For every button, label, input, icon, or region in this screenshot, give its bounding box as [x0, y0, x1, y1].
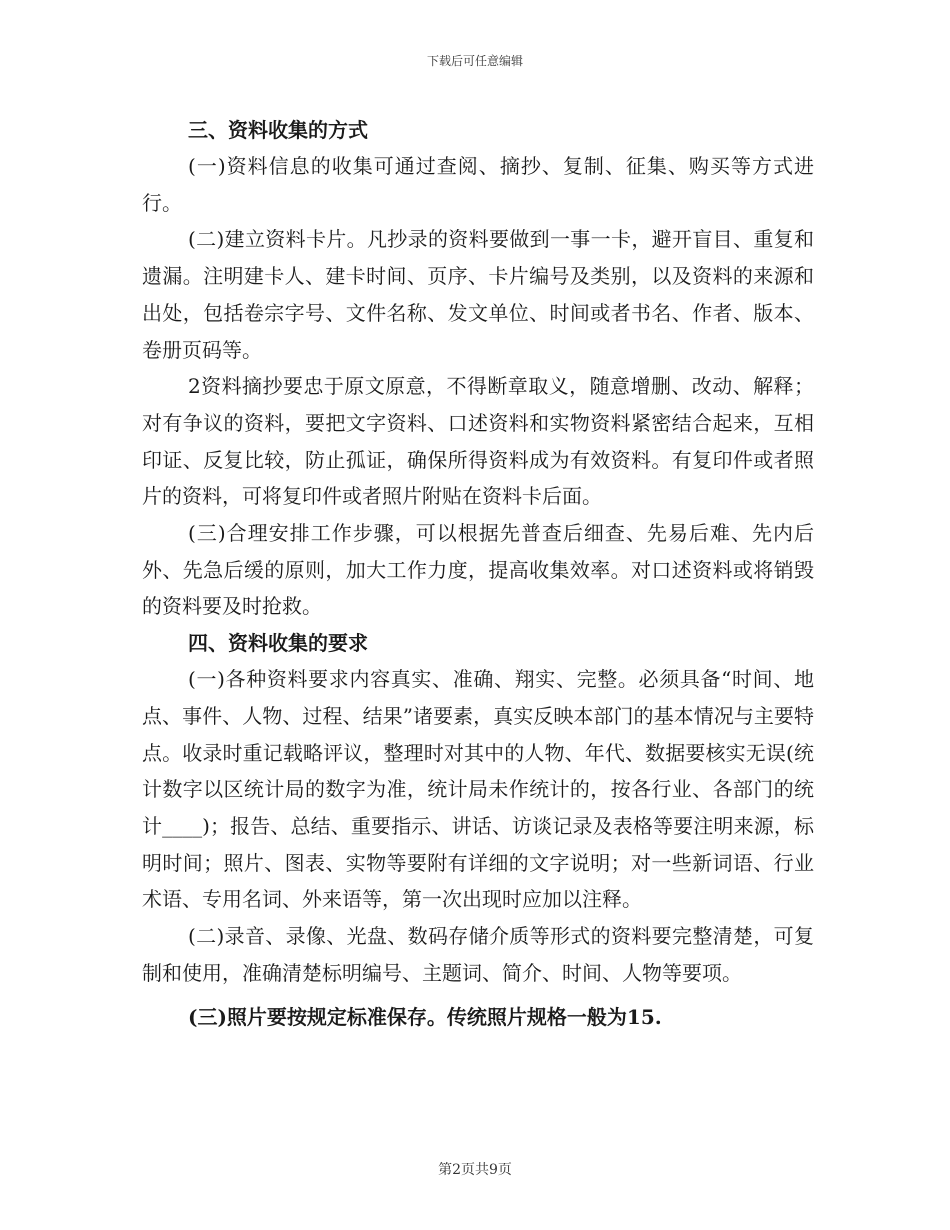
- paragraph-work-steps: (三)合理安排工作步骤，可以根据先普查后细查、先易后难、先内后外、先急后缓的原则，加大工作力度，提高收集效率。对口述资料或将销毁的资料要及时抢救。: [142, 521, 814, 619]
- section-heading-4: 四、资料收集的要求: [188, 631, 368, 656]
- paragraph-record-cards: (二)建立资料卡片。凡抄录的资料要做到一事一卡，避开盲目、重复和遗漏。注明建卡人、建卡时间、页序、卡片编号及类别，以及资料的来源和出处，包括卷宗字号、文件名称、发文单位、时间或者书名、作者、版本、卷册页码等。: [142, 227, 814, 362]
- page-number: 第2页共9页: [438, 1162, 512, 1178]
- paragraph-photo-standards: (三)照片要按规定标准保存。传统照片规格一般为15.: [188, 1005, 662, 1030]
- paragraph-collection-methods: (一)资料信息的收集可通过查阅、摘抄、复制、征集、购买等方式进行。: [142, 154, 814, 215]
- paragraph-excerpt-fidelity: 2资料摘抄要忠于原文原意，不得断章取义，随意增删、改动、解释；对有争议的资料，要把文字资料、口述资料和实物资料紧密结合起来，互相印证、反复比较，防止孤证，确保所得资料成为有效资料。有复印件或者照片的资料，可将复印件或者照片附贴在资料卡后面。: [142, 374, 814, 509]
- paragraph-content-requirements: (一)各种资料要求内容真实、准确、翔实、完整。必须具备“时间、地点、事件、人物、过程、结果”诸要素，真实反映本部门的基本情况与主要特点。收录时重记载略评议，整理时对其中的人物、年代、数据要核实无误(统计数字以区统计局的数字为准，统计局未作统计的，按各行业、各部门的统计____)；报告、总结、重要指示、讲话、访谈记录及表格等要注明来源，标明时间；照片、图表、实物等要附有详细的文字说明；对一些新词语、行业术语、专用名词、外来语等，第一次出现时应加以注释。: [142, 667, 814, 912]
- paragraph-media-requirements: (二)录音、录像、光盘、数码存储介质等形式的资料要完整清楚，可复制和使用，准确清楚标明编号、主题词、简介、时间、人物等要项。: [142, 924, 814, 985]
- document-body: [142, 112, 814, 1057]
- section-heading-3: 三、资料收集的方式: [188, 118, 368, 142]
- page-header-note: 下载后可任意编辑: [426, 54, 523, 68]
